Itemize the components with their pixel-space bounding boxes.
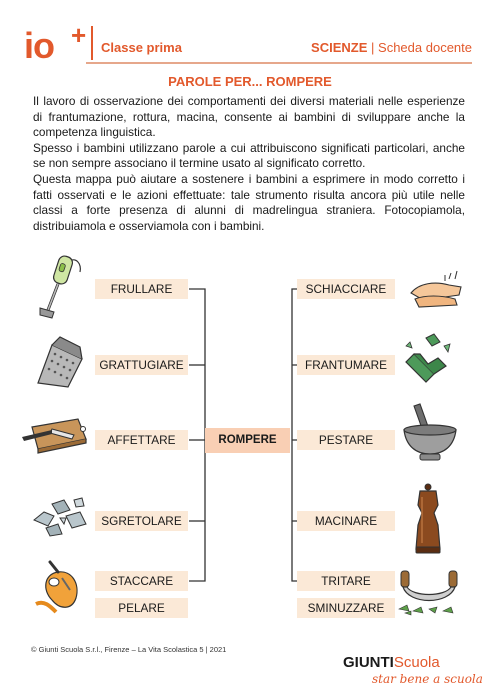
sheet-type-label: Scheda docente [378,40,472,55]
copyright-text: © Giunti Scuola S.r.l., Firenze – La Vita Scolastica 5 | 2021 [31,645,227,654]
center-word-box: ROMPERE [205,428,290,453]
paragraph: Spesso i bambini utilizzano parole a cui attribuiscono significati particolari, anche se non sempre associano il termine usato al significato corretto. [33,140,465,171]
grater-icon [30,333,88,389]
crumbled-pieces-icon [30,494,90,538]
word-box-macinare: MACINARE [297,511,395,531]
brand-giunti: GIUNTI [343,654,394,671]
paragraph: Questa mappa può aiutare a sostenere i bambini a esprimere in modo corretto i fatti osservati e le azioni effettuate: tale strumento risulta ancora più utile nelle classi a forte presenza di alunni di madrelingua straniera. Fotocopiamola, distribuiamola e osserviamola con i bambini. [33,171,465,233]
header-separator: | [371,40,375,55]
word-box-sminuzzare: SMINUZZARE [297,598,395,618]
word-box-pestare: PESTARE [297,430,395,450]
mortar-pestle-icon [400,402,460,464]
mezzaluna-icon [395,565,465,617]
crushing-hands-icon [405,265,467,311]
word-box-schiacciare: SCHIACCIARE [297,279,395,299]
word-box-staccare: STACCARE [95,571,188,591]
word-box-tritare: TRITARE [297,571,395,591]
class-label: Classe prima [101,40,182,55]
logo-plus: + [71,20,87,50]
word-box-frantumare: FRANTUMARE [297,355,395,375]
page-title: PAROLE PER... ROMPERE [168,74,332,89]
word-box-grattugiare: GRATTUGIARE [95,355,188,375]
paragraph: Il lavoro di osservazione dei comportamenti dei diversi materiali nelle esperienze di frantumazione, rottura, macina, consente ai bambini di sviluppare anche la competenza linguistica. [33,94,465,140]
brand-tagline: star bene a scuola [372,672,483,686]
broken-bottle-icon [398,332,458,388]
word-box-frullare: FRULLARE [95,279,188,299]
hand-blender-icon [28,252,84,322]
word-box-affettare: AFFETTARE [95,430,188,450]
cutting-board-knife-icon [18,409,90,457]
word-box-pelare: PELARE [95,598,188,618]
peeler-icon [32,560,90,614]
giunti-scuola-logo [343,654,440,671]
subject-label: SCIENZE [311,40,368,55]
brand-scuola: Scuola [393,654,440,671]
word-box-sgretolare: SGRETOLARE [95,511,188,531]
logo-text: io [24,25,54,66]
pepper-mill-icon [410,483,446,555]
